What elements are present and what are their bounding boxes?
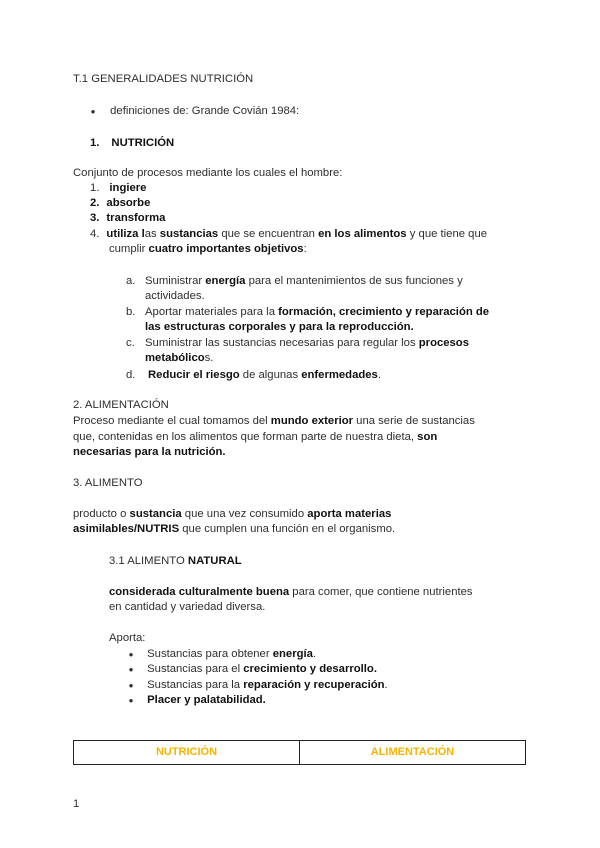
objective-d: d. Reducir el riesgo de algunas enfermedades. xyxy=(126,369,381,381)
section3-line2: asimilables/NUTRIS que cumplen una función en el organismo. xyxy=(73,523,396,535)
aporta-item-crecimiento: ● Sustancias para el crecimiento y desarrollo. xyxy=(126,662,377,677)
step-2: 2. absorbe xyxy=(90,197,151,209)
bullet-icon: ● xyxy=(128,650,134,659)
section3-line1: producto o sustancia que una vez consumido aporta materias xyxy=(73,508,392,520)
aporta-item-energia: ● Sustancias para obtener energía. xyxy=(126,647,316,662)
objective-c: c. Suministrar las sustancias necesarias para regular los procesos xyxy=(126,337,469,349)
step-4-continued: cumplir cuatro importantes objetivos: xyxy=(109,243,307,255)
comparison-table xyxy=(73,740,526,765)
table-row xyxy=(74,741,526,765)
intro-bullet: ● definiciones de: Grande Covián 1984: xyxy=(88,104,299,119)
table-header-alimentacion: ALIMENTACIÓN xyxy=(300,741,526,765)
objective-a-continued: actividades. xyxy=(145,290,205,302)
table-header-nutricion: NUTRICIÓN xyxy=(74,741,300,765)
bullet-icon: ● xyxy=(128,696,134,705)
objective-c-continued: metabólicos. xyxy=(145,352,214,364)
bullet-icon: ● xyxy=(128,665,134,674)
aporta-item-placer: ● Placer y palatabilidad. xyxy=(126,693,266,708)
aporta-label: Aporta: xyxy=(109,632,146,644)
bullet-icon: ● xyxy=(90,107,96,116)
page-number: 1 xyxy=(73,798,80,810)
section2-line2: que, contenidas en los alimentos que forman parte de nuestra dieta, son xyxy=(73,431,438,443)
objective-b-continued: las estructuras corporales y para la reproducción. xyxy=(145,321,414,333)
objective-b: b. Aportar materiales para la formación, crecimiento y reparación de xyxy=(126,306,490,318)
section3-heading: 3. ALIMENTO xyxy=(73,477,143,489)
section1-heading: 1. NUTRICIÓN xyxy=(90,137,175,149)
section31-heading: 3.1 ALIMENTO NATURAL xyxy=(109,555,242,567)
step-4: 4. utiliza las sustancias que se encuentran en los alimentos y que tiene que xyxy=(90,228,488,240)
section2-line1: Proceso mediante el cual tomamos del mundo exterior una serie de sustancias xyxy=(73,415,475,427)
section2-line3: necesarias para la nutrición. xyxy=(73,446,226,458)
section1-lead: Conjunto de procesos mediante los cuales el hombre: xyxy=(73,167,343,179)
objective-a: a. Suministrar energía para el mantenimientos de sus funciones y xyxy=(126,275,463,287)
section31-line1: considerada culturalmente buena para comer, que contiene nutrientes xyxy=(109,586,473,598)
document-title: T.1 GENERALIDADES NUTRICIÓN xyxy=(73,73,254,85)
bullet-icon: ● xyxy=(128,681,134,690)
aporta-item-reparacion: ● Sustancias para la reparación y recuperación. xyxy=(126,678,388,693)
section2-heading: 2. ALIMENTACIÓN xyxy=(73,399,169,411)
step-1: 1. ingiere xyxy=(90,182,147,194)
section31-line2: en cantidad y variedad diversa. xyxy=(109,601,266,613)
step-3: 3. transforma xyxy=(90,212,166,224)
